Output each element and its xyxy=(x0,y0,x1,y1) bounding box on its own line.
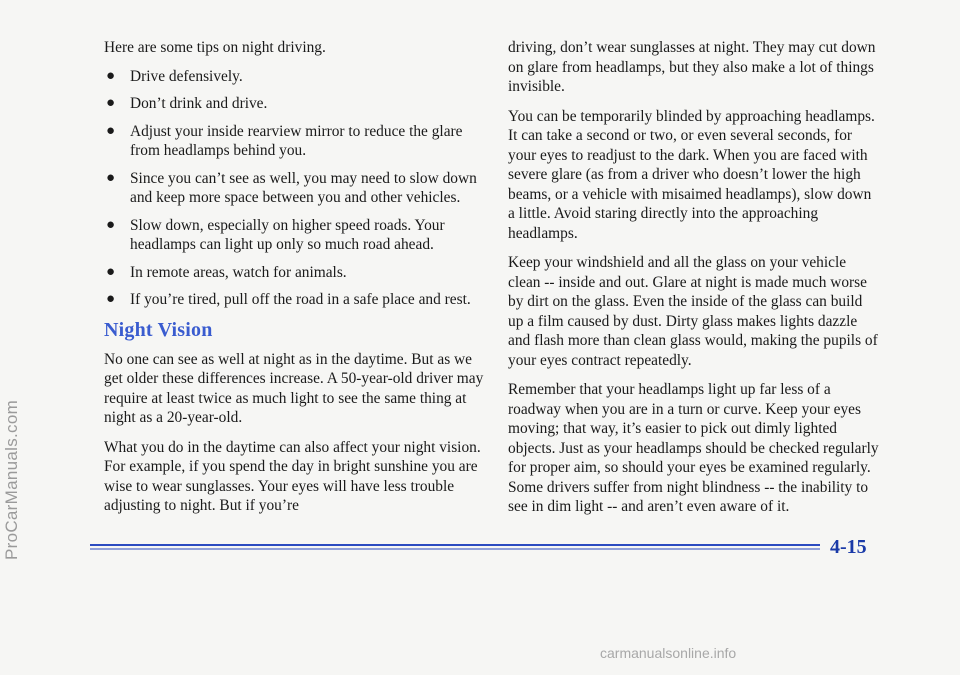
bullet-icon: ● xyxy=(106,216,116,233)
tip-text: In remote areas, watch for animals. xyxy=(130,263,347,281)
tip-text: Adjust your inside rearview mirror to reduce the glare from headlamps behind you. xyxy=(130,122,463,159)
body-paragraph: Remember that your headlamps light up far less of a roadway when you are in a turn or curve. Keep your eyes moving; that way, it’s easier to pick out dimly lighted objects. Just as your headlamps should be checked regularly for proper aim, so should your eyes be examined regularly. Some drivers suffer from night blindness -- the inability to see in dim light -- and aren’t even aware of it. xyxy=(508,381,879,515)
body-paragraph: What you do in the daytime can also affect your night vision. For example, if you spend the day in bright sunshine you are wise to wear sunglasses. Your eyes will have less trouble adjusting to night. But if you’re xyxy=(104,438,481,514)
body-paragraph: No one can see as well at night as in the daytime. But as we get older these differences increase. A 50-year-old driver may require at least twice as much light to see the same thing at night as a 20-year-old. xyxy=(104,350,484,426)
tip-text: Don’t drink and drive. xyxy=(130,95,268,112)
list-item xyxy=(104,216,484,255)
bullet-icon: ● xyxy=(106,67,116,84)
intro-text: Here are some tips on night driving. xyxy=(104,39,326,56)
body-paragraph: You can be temporarily blinded by approaching headlamps. It can take a second or two, or even several seconds, for your eyes to readjust to the dark. When you are faced with severe glare (as from a driver who doesn’t lower the high beams, or a vehicle with misaimed headlamps), slow down a little. Avoid staring directly into the approaching headlamps. xyxy=(508,107,875,242)
section-heading: Night Vision xyxy=(104,318,213,341)
bullet-icon: ● xyxy=(106,291,116,307)
night-driving-tips xyxy=(104,67,484,310)
list-item xyxy=(104,67,484,87)
side-watermark: ProCarManuals.com xyxy=(2,399,21,560)
bullet-icon: ● xyxy=(106,122,116,139)
list-item xyxy=(104,263,484,283)
tip-text: If you’re tired, pull off the road in a safe place and rest. xyxy=(130,291,471,308)
tip-text: Drive defensively. xyxy=(130,67,243,85)
tip-text: Since you can’t see as well, you may need to slow down and keep more space between you and other vehicles. xyxy=(130,169,477,206)
right-column xyxy=(508,38,880,527)
footer-rule xyxy=(90,542,820,552)
page-number: 4-15 xyxy=(830,536,867,558)
list-item xyxy=(104,122,484,161)
list-item xyxy=(104,169,484,208)
tip-text: Slow down, especially on higher speed roads. Your headlamps can light up only so much road ahead. xyxy=(130,216,445,253)
left-column xyxy=(104,38,484,526)
bottom-watermark: carmanualsonline.info xyxy=(600,645,737,661)
bullet-icon: ● xyxy=(106,263,116,280)
list-item xyxy=(104,94,484,114)
body-paragraph: driving, don’t wear sunglasses at night. They may cut down on glare from headlamps, but they also make a lot of things invisible. xyxy=(508,39,876,95)
list-item xyxy=(104,290,484,310)
bullet-icon: ● xyxy=(106,95,116,111)
body-paragraph: Keep your windshield and all the glass on your vehicle clean -- inside and out. Glare at night is made much worse by dirt on the glass. Even the inside of the glass can build up a film caused by dust. Dirty glass makes lights dazzle and flash more than clean glass would, making the pupils of your eyes contract repeatedly. xyxy=(508,254,878,369)
bullet-icon: ● xyxy=(106,169,116,186)
